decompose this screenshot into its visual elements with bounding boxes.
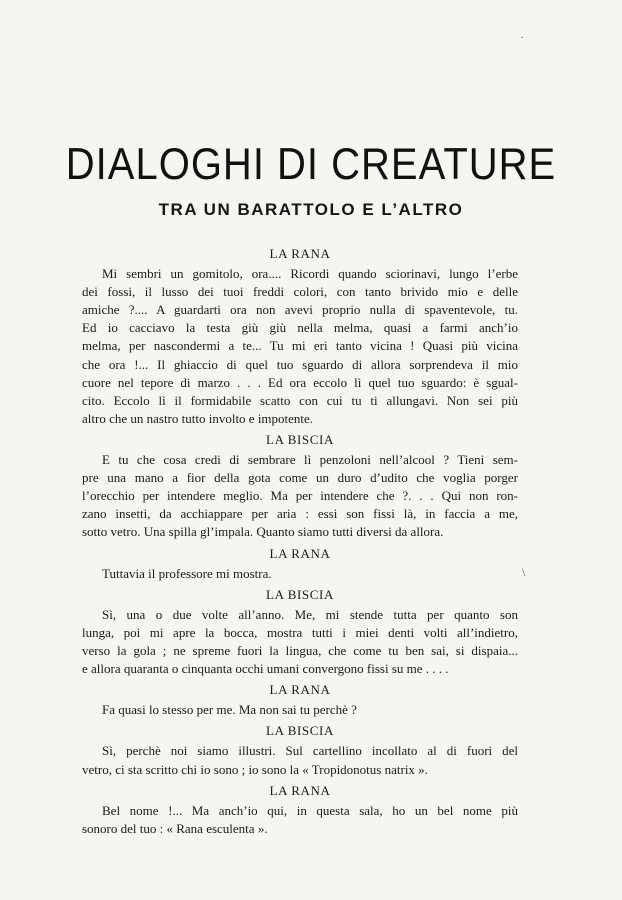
text-line: cuore nel tepore di marzo . . . Ed ora eccolo lì quel tuo sguardo: è sgual- [82, 374, 518, 390]
text-line: altro che un nastro tutto involto e impotente. [82, 410, 314, 426]
text-line: Tuttavia il professore mi mostra. [102, 565, 272, 581]
speech-paragraph [82, 565, 518, 583]
text-line: Mi sembri un gomitolo, ora.... Ricordi quando sciorinavi, lungo l’erbe [102, 266, 518, 282]
text-line: dei fossi, il lusso dei tuoi freddi colori, con tanto brivido mio e delle [82, 284, 518, 300]
speech-paragraph [82, 451, 518, 541]
text-line: Bel nome !... Ma anch’io qui, in questa sala, ho un bel nome più [102, 802, 518, 818]
speech-paragraph [82, 802, 518, 838]
text-line: vetro, ci sta scritto chi io sono ; io sono la « Tropidonotus natrix ». [82, 761, 428, 777]
speaker-name: LA BISCIA [266, 723, 334, 739]
speck-mark: \ [522, 565, 526, 579]
text-line: Fa quasi lo stesso per me. Ma non sai tu perchè ? [102, 702, 357, 718]
speaker-name: LA RANA [269, 682, 331, 698]
speaker-name: LA BISCIA [266, 431, 334, 447]
speaker-name: LA BISCIA [266, 586, 334, 602]
page-title: DIALOGHI DI CREATURE [65, 140, 557, 190]
page-subtitle: TRA UN BARATTOLO E L’ALTRO [158, 200, 464, 219]
text-line: sonoro del tuo : « Rana esculenta ». [82, 820, 268, 836]
speck-mark: · [520, 30, 524, 44]
text-line: verso la gola ; ne spreme fuori la lingua, che come tu ben sai, si dispaia... [82, 642, 518, 658]
text-line: che ora !... Il ghiaccio di quel tuo sguardo di allora sorprendeva il mio [82, 356, 518, 372]
text-line: lunga, poi mi apre la bocca, mostra tutti i miei denti volti all’indietro, [82, 624, 518, 640]
text-line: E tu che cosa credi di sembrare lì penzoloni nell’alcool ? Tieni sem- [102, 452, 518, 468]
text-line: Sì, perchè noi siamo illustri. Sul cartellino incollato al di fuori del [102, 743, 518, 759]
text-line: Sì, una o due volte all’anno. Me, mi stende tutta per quanto son [102, 606, 518, 622]
speech-paragraph [82, 701, 518, 719]
speaker-name: LA RANA [269, 246, 331, 261]
speaker-name: LA RANA [269, 782, 331, 798]
text-line: amiche ?.... A guardarti ora non avevi proprio nulla di spaventevole, tu. [82, 302, 518, 318]
text-line: zano insetti, da acchiappare per aria : essi son fissi là, in faccia a me, [82, 506, 518, 522]
speech-paragraph [82, 606, 518, 678]
text-line: pre una mano a fior della gota come un duro d’udito che voglia porger [82, 470, 518, 486]
text-line: l’orecchio per intendere meglio. Ma per intendere che ?. . . Qui non ron- [82, 488, 518, 504]
text-line: cito. Eccolo lì il formidabile scatto con cui tu ti allungavi. Non sei più [82, 392, 518, 408]
text-line: Ed io cacciavo la testa giù giù nella melma, quasi a farmi anch’io [82, 320, 518, 336]
dialogue-body [82, 242, 518, 840]
speech-paragraph [82, 742, 518, 778]
text-line: e allora quaranta o cinquanta occhi umani convergono fissi su me . . . . [82, 661, 449, 677]
text-line: melma, per nascondermi a te... Tu mi eri tanto vicina ! Quasi più vicina [82, 338, 518, 354]
speaker-name: LA RANA [269, 545, 331, 561]
text-line: sotto vetro. Una spilla gl’impala. Quanto siamo tutti diversi da allora. [82, 524, 444, 540]
speech-paragraph [82, 265, 518, 428]
